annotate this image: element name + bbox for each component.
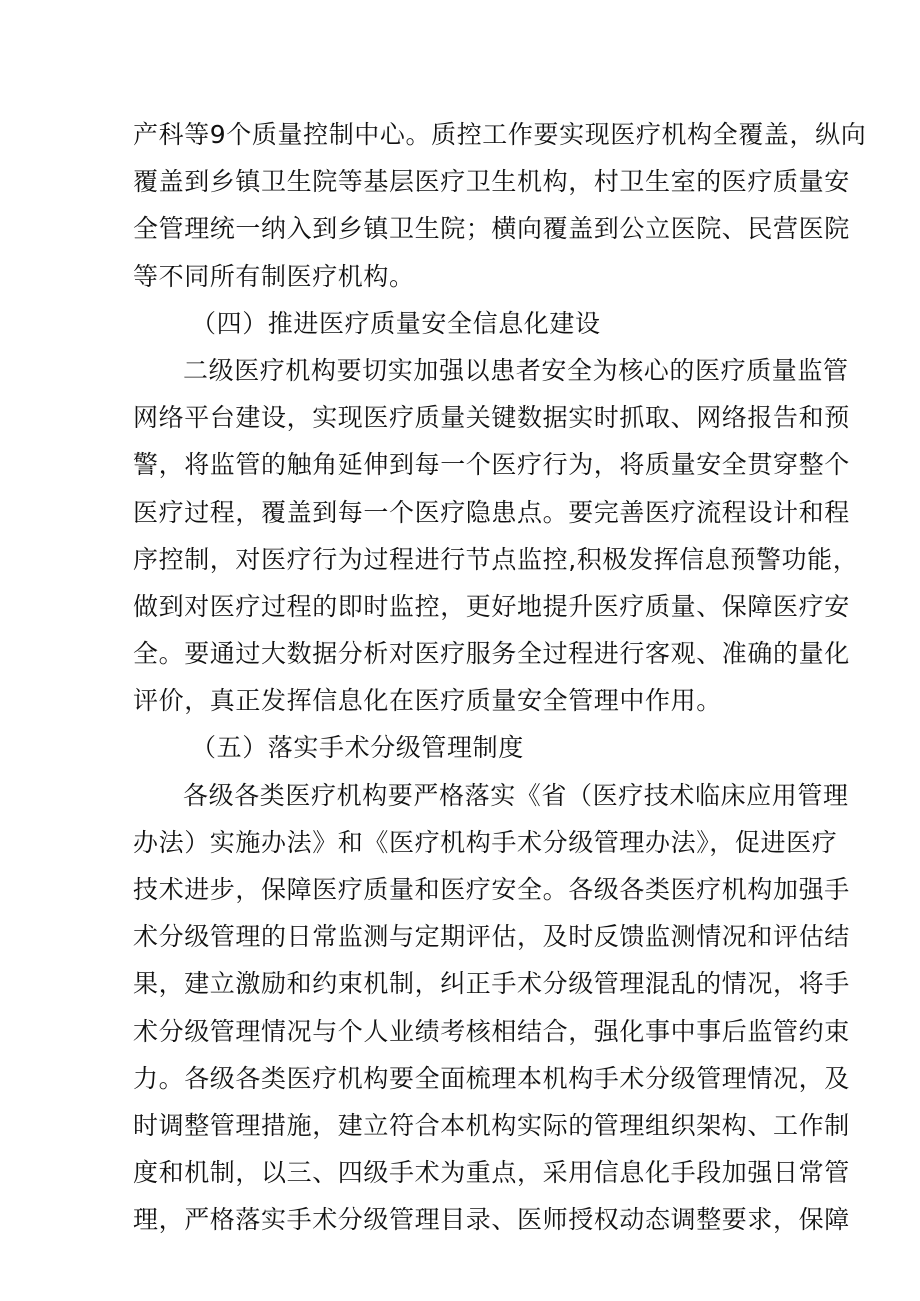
text-line: 办法）实施办法》和《医疗机构手术分级管理办法》，促进医疗 [133, 827, 838, 857]
text-line: 各级各类医疗机构要严格落实《省（医疗技术临床应用管理 [183, 780, 849, 810]
text-line: 术分级管理的日常监测与定期评估，及时反馈监测情况和评估结 [133, 922, 850, 952]
text-line: 网络平台建设，实现医疗质量关键数据实时抓取、网络报告和预 [133, 403, 850, 433]
text-line: 全。要通过大数据分析对医疗服务全过程进行客观、准确的量化 [133, 639, 850, 669]
text-line: 医疗过程，覆盖到每一个医疗隐患点。要完善医疗流程设计和程 [133, 497, 850, 527]
text-line: 等不同所有制医疗机构。 [133, 261, 415, 291]
text-line: 时调整管理措施，建立符合本机构实际的管理组织架构、工作制 [133, 1110, 850, 1140]
text-line: 全管理统一纳入到乡镇卫生院；横向覆盖到公立医院、民营医院 [133, 214, 850, 244]
text-line: 技术进步，保障医疗质量和医疗安全。各级各类医疗机构加强手 [133, 875, 850, 904]
paragraph-1 [133, 111, 867, 300]
section-heading-5: （五）落实手术分级管理制度 [191, 733, 524, 763]
text-line: 产科等9个质量控制中心。质控工作要实现医疗机构全覆盖，纵向 [133, 120, 867, 149]
text-line: 果，建立激励和约束机制，纠正手术分级管理混乱的情况，将手 [133, 969, 850, 999]
text-line: 做到对医疗过程的即时监控，更好地提升医疗质量、保障医疗安 [133, 591, 850, 621]
text-line: 覆盖到乡镇卫生院等基层医疗卫生机构，村卫生室的医疗质量安 [133, 167, 850, 197]
text-line: 二级医疗机构要切实加强以患者安全为核心的医疗质量监管 [183, 355, 849, 385]
text-line: 警，将监管的触角延伸到每一个医疗行为，将质量安全贯穿整个 [133, 450, 850, 480]
document-page [133, 111, 867, 1244]
text-line: 度和机制，以三、四级手术为重点，采用信息化手段加强日常管 [133, 1158, 850, 1188]
text-line: 术分级管理情况与个人业绩考核相结合，强化事中事后监管约束 [133, 1016, 850, 1046]
text-line: 力。各级各类医疗机构要全面梳理本机构手术分级管理情况，及 [133, 1063, 850, 1093]
text-line: 序控制，对医疗行为过程进行节点监控,积极发挥信息预警功能， [133, 544, 859, 574]
paragraph-2 [133, 347, 859, 725]
paragraph-3 [133, 772, 850, 1244]
text-line: 理，严格落实手术分级管理目录、医师授权动态调整要求，保障 [133, 1205, 850, 1235]
section-heading-4: （四）推进医疗质量安全信息化建设 [191, 308, 601, 338]
text-line: 评价，真正发挥信息化在医疗质量安全管理中作用。 [133, 686, 722, 716]
